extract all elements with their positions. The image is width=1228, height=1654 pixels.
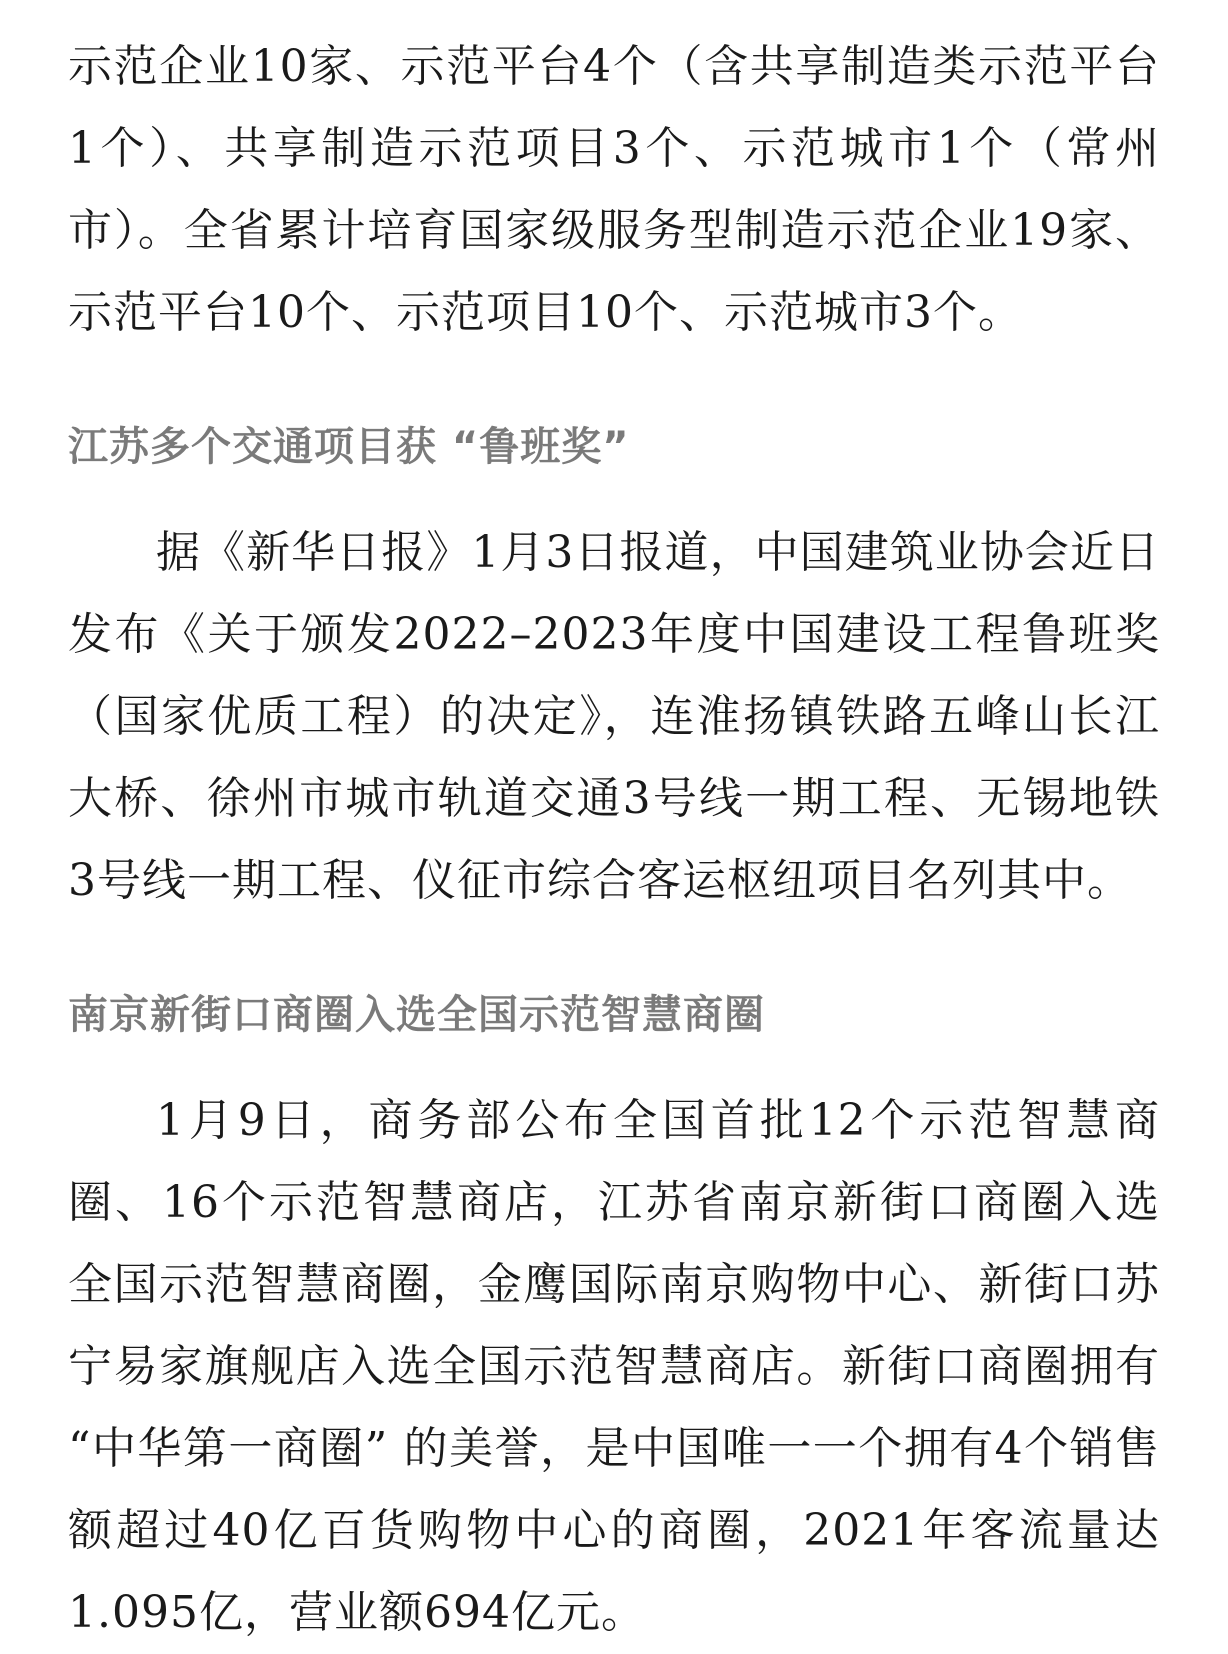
section-heading: 江苏多个交通项目获 “鲁班奖” <box>68 424 630 470</box>
document-page <box>68 26 1160 1654</box>
section-luban-award <box>68 406 1160 922</box>
intro-paragraph: 示范企业10家、示范平台4个（含共享制造类示范平台1个）、共享制造示范项目3个、示范城市1个（常州市）。全省累计培育国家级服务型制造示范企业19家、示范平台10个、示范项目10个、示范城市3个。 <box>68 41 1160 338</box>
section-body: 据《新华日报》1月3日报道，中国建筑业协会近日发布《关于颁发2022–2023年度中国建设工程鲁班奖（国家优质工程）的决定》，连淮扬镇铁路五峰山长江大桥、徐州市城市轨道交通3号线一期工程、无锡地铁3号线一期工程、仪征市综合客运枢纽项目名列其中。 <box>68 527 1160 906</box>
section-spacer <box>68 922 1160 974</box>
heading-spacer <box>68 488 1160 512</box>
section-spacer <box>68 354 1160 406</box>
section-body: 1月9日，商务部公布全国首批12个示范智慧商圈、16个示范智慧商店，江苏省南京新街口商圈入选全国示范智慧商圈，金鹰国际南京购物中心、新街口苏宁易家旗舰店入选全国示范智慧商店。新街口商圈拥有 “中华第一商圈” 的美誉，是中国唯一一个拥有4个销售额超过40亿百货购物中心的商圈，2021年客流量达1.095亿，营业额694亿元。 <box>68 1095 1160 1638</box>
section-xinjiekou <box>68 974 1160 1654</box>
heading-spacer <box>68 1056 1160 1080</box>
section-heading: 南京新街口商圈入选全国示范智慧商圈 <box>68 992 765 1038</box>
